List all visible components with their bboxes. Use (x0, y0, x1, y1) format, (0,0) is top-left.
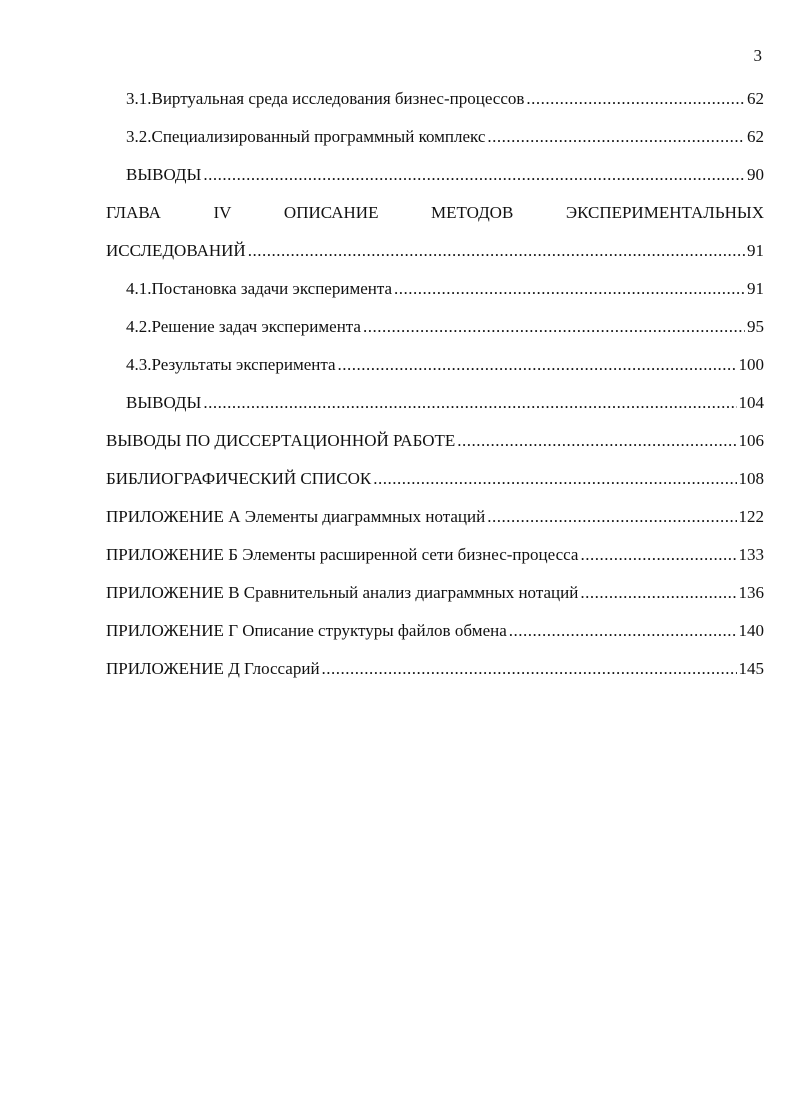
toc-entry-title: ВЫВОДЫ ПО ДИССЕРТАЦИОННОЙ РАБОТЕ (106, 431, 456, 450)
dot-leader (248, 238, 745, 264)
toc-entry-title: ВЫВОДЫ (126, 165, 202, 184)
toc-entry-chapter-4 (106, 238, 764, 276)
chapter-word: ГЛАВА (106, 203, 161, 222)
toc-entry-vyvody-3 (106, 162, 764, 200)
chapter-word: ЭКСПЕРИМЕНТАЛЬНЫХ (565, 203, 764, 222)
toc-entry-title: ВЫВОДЫ (126, 393, 202, 412)
dot-leader (203, 390, 736, 416)
dot-leader (373, 466, 736, 492)
toc-entry-title: Решение задач эксперимента (151, 317, 361, 336)
toc-entry-appendix-a (106, 504, 764, 542)
toc-entry-number: 3.1. (126, 89, 152, 108)
dot-leader (487, 124, 745, 150)
toc-entry-page: 62 (747, 127, 764, 146)
dot-leader (580, 542, 736, 568)
toc-entry-page: 62 (747, 89, 764, 108)
dot-leader (457, 428, 736, 454)
toc-entry-3-2 (106, 124, 764, 162)
dot-leader (203, 162, 745, 188)
toc-entry-title: ПРИЛОЖЕНИЕ А Элементы диаграммных нотаций (106, 507, 486, 526)
toc-entry-page: 140 (738, 621, 764, 640)
toc-entry-appendix-v (106, 580, 764, 618)
toc-entry-vyvody-4 (106, 390, 764, 428)
toc-entry-4-2 (106, 314, 764, 352)
toc-entry-title: ПРИЛОЖЕНИЕ Д Глоссарий (106, 659, 320, 678)
toc-entry-4-3 (106, 352, 764, 390)
toc-entry-page: 108 (738, 469, 764, 488)
dot-leader (363, 314, 745, 340)
toc-entry-conclusions (106, 428, 764, 466)
toc-entry-page: 122 (738, 507, 764, 526)
toc-entry-page: 91 (747, 241, 764, 260)
toc-entry-title: ПРИЛОЖЕНИЕ В Сравнительный анализ диаграммных нотаций (106, 583, 579, 602)
toc-entry-title: Результаты эксперимента (151, 355, 336, 374)
toc-entry-page: 136 (738, 583, 764, 602)
toc-entry-appendix-b (106, 542, 764, 580)
toc-entry-page: 90 (747, 165, 764, 184)
toc-entry-appendix-g (106, 618, 764, 656)
dot-leader (580, 580, 736, 606)
dot-leader (487, 504, 736, 530)
chapter-word: IV (213, 203, 232, 222)
dot-leader (509, 618, 737, 644)
table-of-contents (106, 86, 764, 694)
toc-entry-title: ИССЛЕДОВАНИЙ (106, 241, 246, 260)
toc-entry-page: 133 (738, 545, 764, 564)
chapter-word: ОПИСАНИЕ (283, 203, 379, 222)
chapter-word: МЕТОДОВ (431, 203, 514, 222)
dot-leader (526, 86, 745, 112)
toc-entry-appendix-d (106, 656, 764, 694)
toc-entry-page: 100 (738, 355, 764, 374)
toc-chapter-4-heading (106, 200, 764, 238)
toc-entry-3-1 (106, 86, 764, 124)
toc-entry-title: Виртуальная среда исследования бизнес-процессов (151, 89, 525, 108)
toc-entry-title: ПРИЛОЖЕНИЕ Г Описание структуры файлов обмена (106, 621, 507, 640)
toc-entry-number: 4.3. (126, 355, 152, 374)
page-number: 3 (753, 46, 762, 65)
toc-entry-4-1 (106, 276, 764, 314)
toc-entry-page: 106 (738, 431, 764, 450)
dot-leader (394, 276, 745, 302)
toc-entry-title: ПРИЛОЖЕНИЕ Б Элементы расширенной сети бизнес-процесса (106, 545, 579, 564)
toc-entry-page: 91 (747, 279, 764, 298)
toc-entry-number: 3.2. (126, 127, 152, 146)
toc-entry-title: Специализированный программный комплекс (151, 127, 486, 146)
dot-leader (338, 352, 737, 378)
toc-entry-number: 4.1. (126, 279, 152, 298)
toc-entry-title: Постановка задачи эксперимента (151, 279, 393, 298)
toc-entry-page: 145 (738, 659, 764, 678)
toc-entry-title: БИБЛИОГРАФИЧЕСКИЙ СПИСОК (106, 469, 372, 488)
toc-entry-page: 95 (747, 317, 764, 336)
toc-entry-bibliography (106, 466, 764, 504)
toc-entry-number: 4.2. (126, 317, 152, 336)
dot-leader (322, 656, 737, 682)
toc-entry-page: 104 (738, 393, 764, 412)
